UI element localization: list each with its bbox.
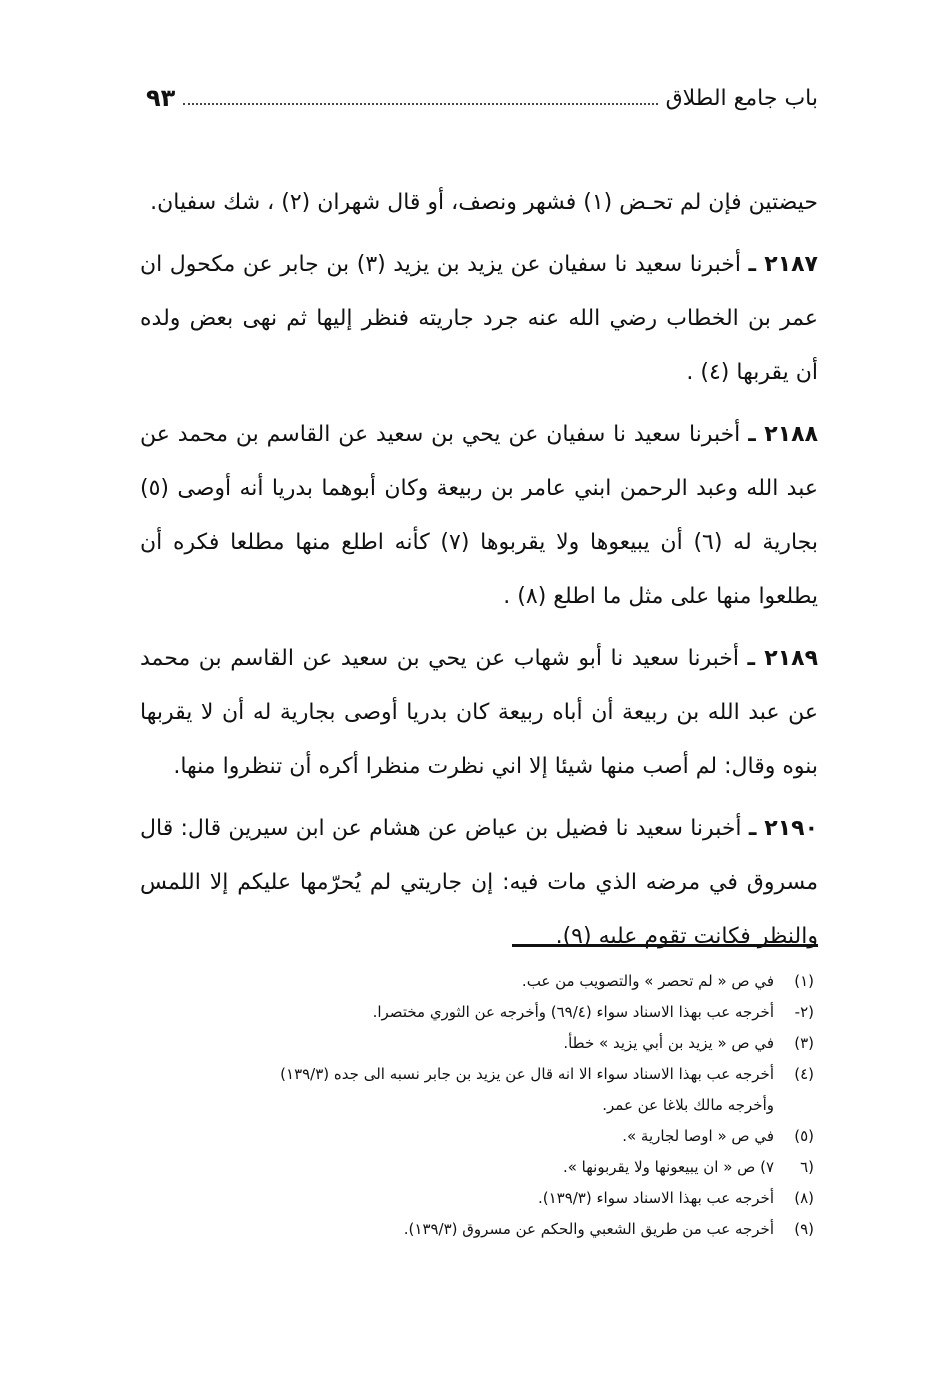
hadith-number: ٢١٨٨ ـ [748,422,818,447]
hadith-number: ٢١٩٠ ـ [748,816,818,841]
footnote-number: (٢- [794,1003,814,1021]
paragraph-text: أخبرنا سعيد نا سفيان عن يحي بن سعيد عن القاسم بن محمد عن عبد الله وعبد الرحمن ابني عامر بن ربيعة وكان أبوهما بدريا أنه أوصى (٥) بجارية له (٦) أن يبيعوها ولا يقربوها (٧) كأنه اطلع منها مطلعا فكره أن يطلعوا منها على مثل ما اطلع (٨) . [140,422,818,609]
footnote-number: (١) [794,972,814,990]
footnote [134,997,814,1028]
footnote-number: (٤) [794,1065,814,1083]
footnote-number: (٩) [794,1220,814,1238]
paragraph [140,176,818,230]
dotted-leader [183,91,657,105]
paragraph-text: أخبرنا سعيد نا أبو شهاب عن يحي بن سعيد عن القاسم بن محمد عن عبد الله بن ربيعة أن أباه ربيعة كان بدريا أوصى بجارية له أن لا يقربها بنوه وقال: لم أصب منها شيئا إلا اني نظرت منظرا أكره أن تنظروا منها. [140,646,818,779]
footnote-number: (٨) [794,1189,814,1207]
paragraph [140,802,818,964]
footnote-number: (٥) [794,1127,814,1145]
paragraph [140,632,818,794]
footnote-text: أخرجه عب بهذا الاسناد سواء (٦٩/٤) وأخرجه عن الثوري مختصرا. [372,1003,774,1021]
footnote-number: (٦ [800,1158,814,1176]
footnote-text: في ص « يزيد بن أبي يزيد » خطأ. [563,1034,774,1052]
footnote [134,1059,814,1090]
footnote [134,1152,814,1183]
footnote-text: في ص « لم تحصر » والتصويب من عب. [521,972,774,990]
hadith-number: ٢١٨٧ ـ [748,252,818,277]
paragraph-text: أخبرنا سعيد نا سفيان عن يزيد بن يزيد (٣) بن جابر عن مكحول ان عمر بن الخطاب رضي الله عنه جرد جاريته فنظر إليها ثم نهى بعض ولده أن يقربها (٤) . [140,252,818,385]
footnote [134,1183,814,1214]
footnote-text: ٧) ص « ان يبيعونها ولا يقربونها ». [562,1158,774,1176]
paragraph-text: أخبرنا سعيد نا فضيل بن عياض عن هشام عن ابن سيرين قال: قال مسروق في مرضه الذي مات فيه: إن جاريتي لم يُحرّمها عليكم إلا اللمس والنظر فكانت تقوم عليه (٩). [140,816,818,949]
footnote-separator [512,944,818,947]
footnote [134,1028,814,1059]
footnote-number: (٣) [794,1034,814,1052]
footnote-text: أخرجه عب بهذا الاسناد سواء الا انه قال عن يزيد بن جابر نسبه الى جده (١٣٩/٣) [280,1065,774,1083]
paragraph-text: حيضتين فإن لم تحـض (١) فشهر ونصف، أو قال شهران (٢) ، شك سفيان. [150,190,818,215]
footnote-text: أخرجه عب بهذا الاسناد سواء (١٣٩/٣). [537,1189,774,1207]
footnotes [134,966,814,1245]
chapter-title: باب جامع الطلاق [665,85,818,111]
footnote [134,966,814,997]
footnote-text: وأخرجه مالك بلاغا عن عمر. [602,1096,774,1114]
page-number: ٩٣ [146,84,176,112]
footnote [134,1214,814,1245]
paragraph [140,238,818,400]
hadith-number: ٢١٨٩ ـ [747,646,818,671]
footnote-continuation [134,1090,814,1121]
footnote-text: أخرجه عب من طريق الشعبي والحكم عن مسروق (١٣٩/٣). [403,1220,774,1238]
running-header [146,78,818,118]
main-text [140,176,818,972]
footnote [134,1121,814,1152]
paragraph [140,408,818,624]
footnote-text: في ص « اوصا لجارية ». [622,1127,774,1145]
